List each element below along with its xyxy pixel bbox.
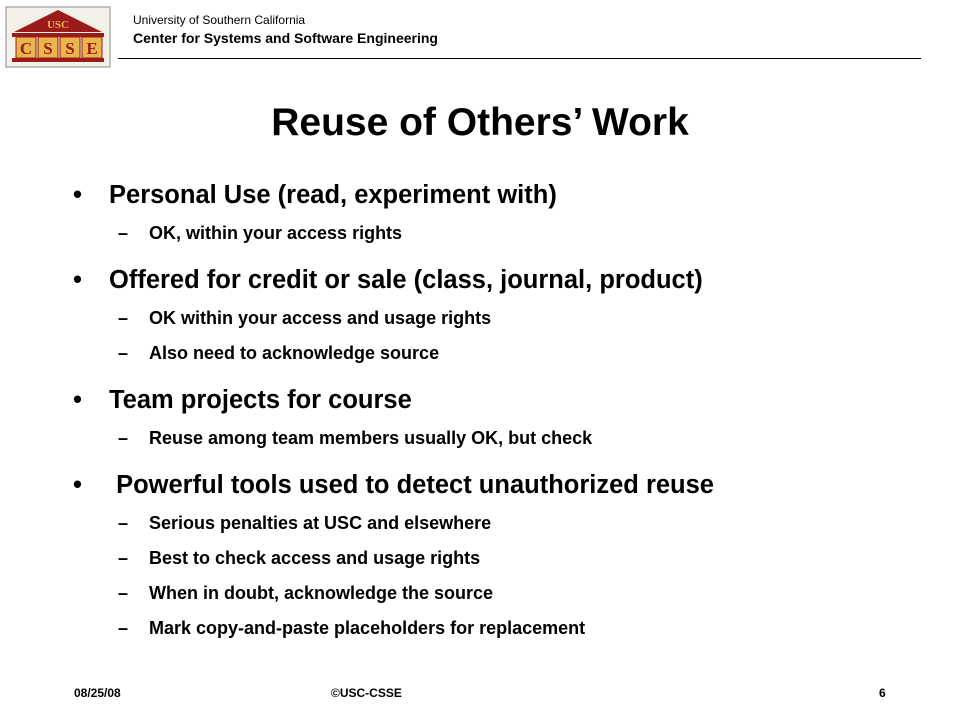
dash-glyph: –: [118, 548, 129, 568]
sub-bullet-item: [118, 222, 402, 244]
bullet-item: [73, 265, 703, 295]
logo-top-text: USC: [46, 19, 70, 31]
sub-bullet-text: Reuse among team members usually OK, but check: [149, 428, 593, 448]
bullet-text: Team projects for course: [109, 386, 412, 414]
header-divider: [118, 58, 921, 59]
footer-page-number: 6: [879, 686, 886, 700]
sub-bullet-item: [118, 547, 480, 569]
sub-bullet-item: [118, 617, 585, 639]
bullet-text: Personal Use (read, experiment with): [109, 181, 557, 209]
logo-letter: C: [19, 39, 33, 58]
bullet-item: [73, 180, 557, 210]
sub-bullet-text: Mark copy-and-paste placeholders for replacement: [149, 618, 586, 638]
sub-bullet-item: [118, 582, 493, 604]
bullet-text: Offered for credit or sale (class, journal, product): [109, 266, 703, 294]
bullet-glyph: •: [73, 471, 82, 499]
sub-bullet-item: [118, 512, 491, 534]
slide-title: Reuse of Others’ Work: [271, 101, 689, 144]
dash-glyph: –: [118, 618, 129, 638]
bullet-glyph: •: [73, 266, 82, 294]
logo-letter: S: [43, 39, 53, 58]
bullet-text: Powerful tools used to detect unauthorized reuse: [109, 471, 714, 499]
logo-letter: E: [86, 39, 98, 58]
dash-glyph: –: [118, 513, 129, 533]
dash-glyph: –: [118, 343, 129, 363]
bullet-glyph: •: [73, 386, 82, 414]
footer-date: 08/25/08: [74, 686, 121, 700]
bullet-item: [73, 470, 714, 500]
center-name: Center for Systems and Software Engineering: [133, 30, 438, 46]
logo-letter: S: [65, 39, 75, 58]
sub-bullet-item: [118, 427, 592, 449]
bullet-item: [73, 385, 412, 415]
sub-bullet-text: OK, within your access rights: [149, 223, 403, 243]
sub-bullet-text: Serious penalties at USC and elsewhere: [149, 513, 492, 533]
footer-copyright: ©USC-CSSE: [331, 686, 402, 700]
sub-bullet-item: [118, 307, 491, 329]
sub-bullet-text: Also need to acknowledge source: [149, 343, 440, 363]
dash-glyph: –: [118, 223, 129, 243]
dash-glyph: –: [118, 308, 129, 328]
dash-glyph: –: [118, 583, 129, 603]
sub-bullet-text: Best to check access and usage rights: [149, 548, 481, 568]
sub-bullet-text: When in doubt, acknowledge the source: [149, 583, 494, 603]
university-name: University of Southern California: [133, 13, 306, 27]
usc-csse-logo: [4, 6, 112, 68]
dash-glyph: –: [118, 428, 129, 448]
bullet-glyph: •: [73, 181, 82, 209]
sub-bullet-text: OK within your access and usage rights: [149, 308, 492, 328]
sub-bullet-item: [118, 342, 439, 364]
